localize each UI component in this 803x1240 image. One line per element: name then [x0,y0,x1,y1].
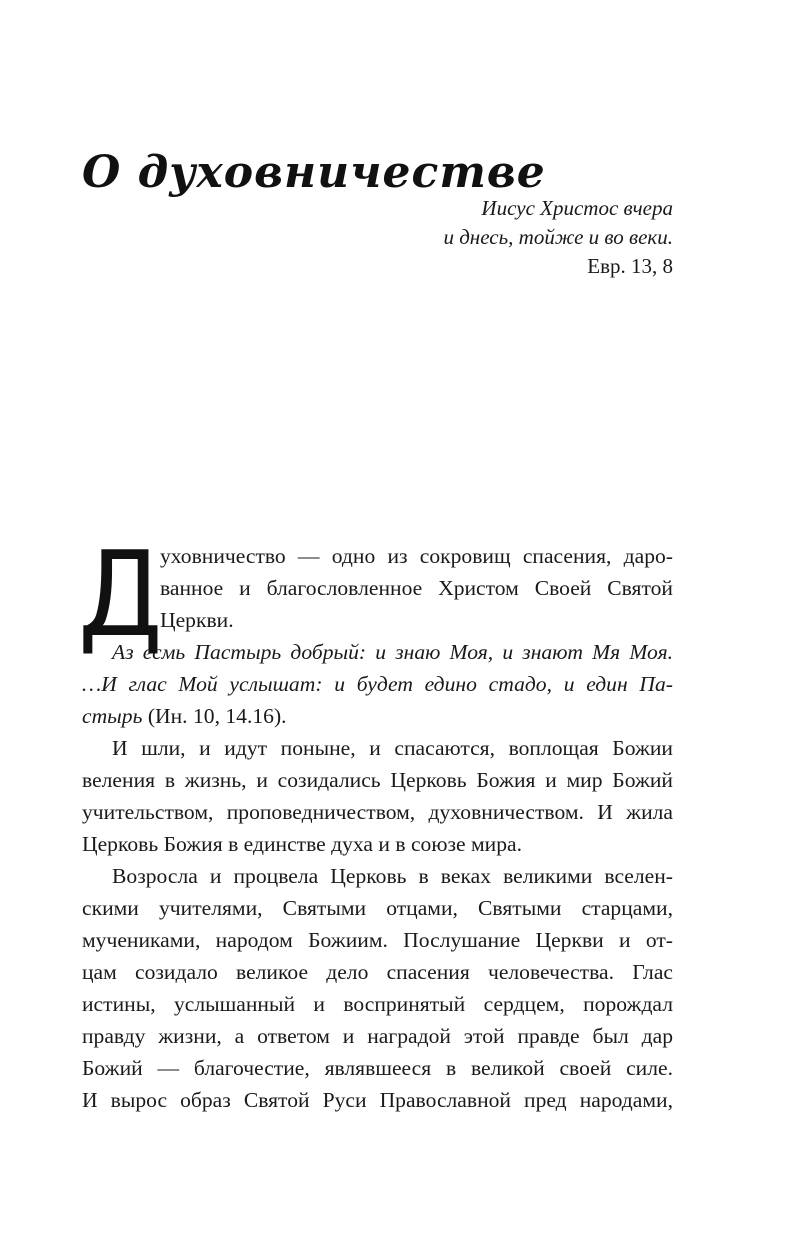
drop-cap: Д [78,525,163,663]
text-line: И шли, и идут поныне, и спасаются, воплощая Божии [112,736,673,760]
text-line: цам созидало великое дело спасения человечества. Глас [82,960,673,984]
scripture-citation: (Ин. 10, 14.16). [142,704,287,728]
paragraph-2-scripture-quote [82,636,673,732]
paragraph-1 [82,540,673,636]
text-line: И вырос образ Святой Руси Православной пред народами, [82,1088,673,1112]
text-line: мучениками, народом Божиим. Послушание Церкви и от- [82,928,673,952]
paragraph-4 [82,860,673,1116]
paragraph-3 [82,732,673,860]
epigraph-line: Иисус Христос вчера [481,196,673,220]
quote-line: стырь [82,704,143,728]
text-line: учительством, проповедничеством, духовничеством. И жила [82,800,673,824]
quote-line: …И глас Мой услышат: и будет едино стадо, и един Па- [82,672,673,696]
text-line: Церковь Божия в единстве духа и в союзе мира. [82,832,522,856]
text-line: скими учителями, Святыми отцами, Святыми старцами, [82,896,673,920]
text-line: Возросла и процвела Церковь в веках великими вселен- [112,864,673,888]
page-title: О духовничестве [82,147,546,199]
epigraph-reference: Евр. 13, 8 [587,254,673,278]
text-line: уховничество — одно из сокровищ спасения, даро- [160,544,673,568]
text-line: ванное и благословленное Христом Своей Святой [160,576,673,600]
text-line: Церкви. [160,608,234,632]
epigraph-line: и днесь, тойже и во веки. [443,225,673,249]
text-line: Божий — благочестие, являвшееся в великой своей силе. [82,1056,673,1080]
quote-line: Аз есмь Пастырь добрый: и знаю Моя, и знают Мя Моя. [112,640,673,664]
text-line: истины, услышанный и воспринятый сердцем, порождал [82,992,673,1016]
quote-line-with-citation [82,700,673,732]
text-line: веления в жизнь, и созидались Церковь Божия и мир Божий [82,768,673,792]
epigraph [443,194,673,281]
text-line: правду жизни, а ответом и наградой этой правде был дар [82,1024,673,1048]
body-text [78,525,673,1116]
